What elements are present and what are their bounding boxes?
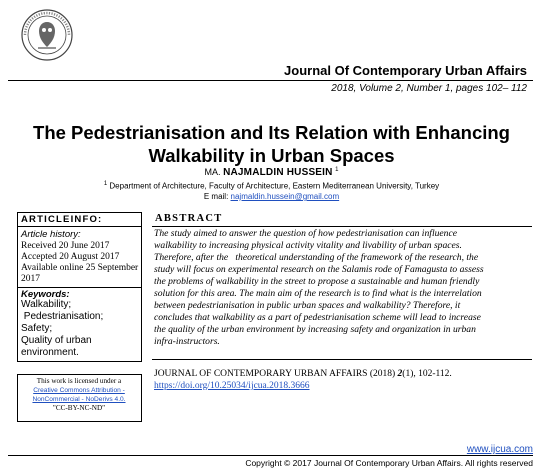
citation-pages: (1), 102-112. (402, 369, 452, 379)
email-link[interactable]: najmaldin.hussein@gmail.com (230, 192, 340, 201)
online-date-line-1: Available online 25 September (21, 263, 139, 273)
header-divider (8, 80, 533, 81)
affiliation-text: Department of Architecture, Faculty of Architecture, Eastern Mediterranean University, Turkey (109, 181, 440, 191)
article-title-line-1: The Pedestrianisation and Its Relation with Enhancing (33, 122, 510, 143)
license-code: "CC-BY-NC-ND" (52, 404, 106, 412)
website-link[interactable]: www.ijcua.com (466, 444, 533, 455)
citation (154, 369, 452, 379)
keyword: Pedestrianisation; (21, 311, 104, 322)
keyword: Walkability; (21, 299, 72, 310)
license-text: This work is licensed under a (36, 377, 122, 385)
abstract-line: concludes that walkability as a part of pedestrianisation scheme will lead to increase (154, 312, 481, 323)
author-prefix: MA. (204, 167, 221, 177)
citation-journal: JOURNAL OF CONTEMPORARY URBAN AFFAIRS (2018) (154, 369, 398, 379)
author-sup: 1 (335, 167, 339, 173)
abstract-line: solution for this area. The main aim of the research is to find what is the interrelation (154, 288, 482, 299)
keyword: Quality of urban (21, 335, 92, 346)
keywords-divider (17, 287, 142, 288)
abstract-heading: ABSTRACT (155, 213, 223, 224)
article-history-heading: Article history: (21, 229, 81, 240)
abstract-bottom-divider (152, 359, 532, 360)
article-info-divider (17, 226, 142, 227)
journal-title: Journal Of Contemporary Urban Affairs (284, 63, 527, 78)
received-date: Received 20 June 2017 (21, 241, 110, 251)
affiliation-sup: 1 (103, 181, 108, 187)
abstract-line: the quality of the urban environment by increasing safety and organization in urban (154, 324, 476, 335)
article-title-line-2: Walkability in Urban Spaces (148, 145, 395, 166)
accepted-date: Accepted 20 August 2017 (21, 252, 120, 262)
keywords-heading: Keywords: (21, 289, 70, 300)
footer-divider (8, 455, 533, 456)
citation-volume: 2 (397, 369, 403, 379)
email-line (0, 192, 543, 201)
abstract-line: walkability to increasing physical activity vitality and livability of urban spaces. (154, 240, 462, 251)
article-info-heading: ARTICLEINFO: (21, 214, 103, 225)
abstract-line: study will focus on experimental research on the Salamis rode of Famagusta to assess (154, 264, 484, 275)
abstract-line: between pedestrianisation in public urban spaces and walkability? Therefore, it (154, 300, 461, 311)
journal-seal-icon (20, 8, 74, 62)
abstract-line: infra-instructors. (154, 336, 220, 347)
license-link-line-2[interactable] (20, 395, 138, 404)
author-name: NAJMALDIN HUSSEIN (223, 167, 333, 178)
doi-link[interactable]: https://doi.org/10.25034/ijcua.2018.3666 (154, 381, 310, 391)
copyright: Copyright © 2017 Journal Of Contemporary Urban Affairs. All rights reserved (245, 458, 533, 468)
abstract-divider (152, 226, 532, 227)
affiliation (0, 181, 543, 191)
cc-license-link[interactable]: Creative Commons Attribution - (33, 387, 125, 394)
issue-line: 2018, Volume 2, Number 1, pages 102– 112 (331, 83, 527, 94)
abstract-line: the problems of walkability in the street to propose a sustainable and human friendly (154, 276, 480, 287)
keyword: environment. (21, 347, 79, 358)
abstract-line: The study aimed to answer the question of how pedestrianisation can influence (154, 228, 457, 239)
email-label: E mail: (203, 192, 229, 201)
author-line (0, 167, 543, 178)
abstract-line: Therefore, after the theoretical understanding of the framework of the research, the (154, 252, 479, 263)
cc-license-link[interactable]: NonCommercial - NoDerivs 4.0. (32, 396, 126, 403)
online-date-line-2: 2017 (21, 274, 40, 284)
keyword: Safety; (21, 323, 53, 334)
license-link-line-1[interactable] (20, 386, 138, 395)
